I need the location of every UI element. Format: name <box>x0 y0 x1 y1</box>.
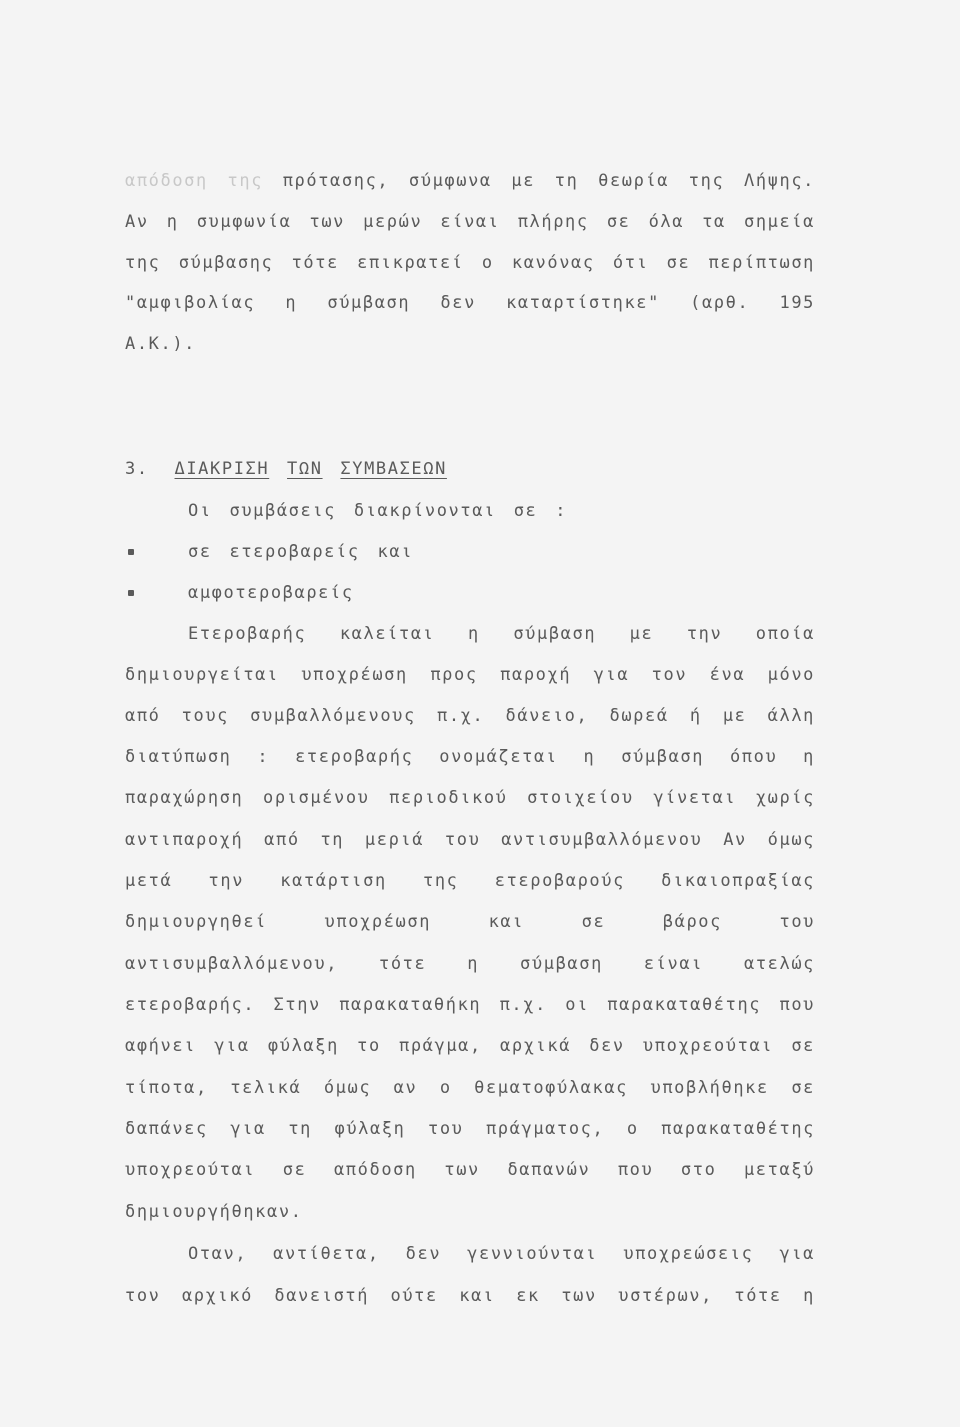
body-line-5: παραχώρηση ορισμένου περιοδικού στοιχείου γίνεται χωρίς <box>125 788 815 808</box>
body-line-9: αντισυμβαλλόμενου, τότε η σύμβαση είναι ατελώς <box>125 954 815 974</box>
body-line-1: Ετεροβαρής καλείται η σύμβαση με την οποία <box>188 624 815 644</box>
intro-line: Οι συμβάσεις διακρίνονται σε : <box>188 501 568 521</box>
body-line-6: αντιπαροχή από τη μεριά του αντισυμβαλλόμενου Αν όμως <box>125 830 815 850</box>
body-line-7: μετά την κατάρτιση της ετεροβαρούς δικαιοπραξίας <box>125 871 815 891</box>
body-line-2: δημιουργείται υποχρέωση προς παροχή για τον ένα μόνο <box>125 665 815 685</box>
section-title-word-3: ΣΥΜΒΑΣΕΩΝ <box>340 459 447 479</box>
bullet-icon <box>128 549 134 555</box>
body-line-8: δημιουργηθεί υποχρέωση και σε βάρος του <box>125 912 815 932</box>
closing-line-1: Οταν, αντίθετα, δεν γεννιούνται υποχρεώσεις για <box>188 1244 815 1264</box>
body-line-3: από τους συμβαλλόμενους π.χ. δάνειο, δωρεά ή με άλλη <box>125 706 815 726</box>
section-number: 3. <box>125 459 149 479</box>
text-line-5: Α.Κ.). <box>125 334 197 354</box>
body-line-12: τίποτα, τελικά όμως αν ο θεματοφύλακας υποβλήθηκε σε <box>125 1078 815 1098</box>
text-line-4: "αμφιβολίας η σύμβαση δεν καταρτίστηκε" (αρθ. 195 <box>125 293 815 313</box>
bullet-item-2: αμφοτεροβαρείς <box>188 583 354 603</box>
faded-text: απόδοση της <box>125 171 264 191</box>
body-line-15: δημιουργήθηκαν. <box>125 1202 303 1222</box>
section-title-word-2: ΤΩΝ <box>287 459 323 479</box>
bullet-item-1: σε ετεροβαρείς και <box>188 542 414 562</box>
line-text: πρότασης, σύμφωνα με τη θεωρία της Λήψης. <box>282 171 815 191</box>
body-line-4: διατύπωση : ετεροβαρής ονομάζεται η σύμβαση όπου η <box>125 747 815 767</box>
text-line-2: Αν η συμφωνία των μερών είναι πλήρης σε όλα τα σημεία <box>125 212 815 232</box>
bullet-icon <box>128 590 134 596</box>
section-title-word-1: ΔΙΑΚΡΙΣΗ <box>174 459 270 479</box>
body-line-13: δαπάνες για τη φύλαξη του πράγματος, ο παρακαταθέτης <box>125 1119 815 1139</box>
text-line-3: της σύμβασης τότε επικρατεί ο κανόνας ότι σε περίπτωση <box>125 253 815 273</box>
closing-line-2: τον αρχικό δανειστή ούτε και εκ των υστέρων, τότε η <box>125 1286 815 1306</box>
body-line-11: αφήνει για φύλαξη το πράγμα, αρχικά δεν υποχρεούται σε <box>125 1036 815 1056</box>
body-line-10: ετεροβαρής. Στην παρακαταθήκη π.χ. οι παρακαταθέτης που <box>125 995 815 1015</box>
section-heading <box>125 458 825 480</box>
body-line-14: υποχρεούται σε απόδοση των δαπανών που στο μεταξύ <box>125 1160 815 1180</box>
text-line-1 <box>125 170 815 192</box>
